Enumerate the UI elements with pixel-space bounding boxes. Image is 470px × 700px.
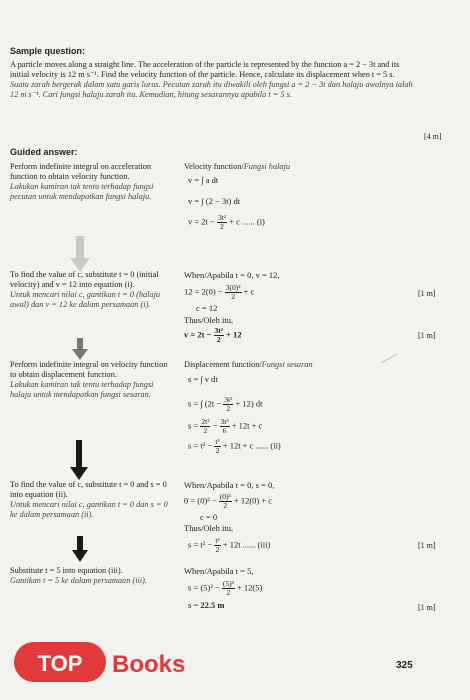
step4-line5-rhs: + 12t ...... (iii) — [222, 539, 271, 550]
step4-fraction — [219, 493, 232, 510]
step3-fraca-den: 2 — [203, 426, 208, 435]
step1-heading-malay: Fungsi halaju — [243, 162, 291, 171]
step3-line3 — [188, 418, 262, 435]
sample-question-title: Sample question: — [10, 46, 86, 56]
step1-line2: v = ∫ (2 − 3t) dt — [188, 196, 241, 206]
step4-line1: When/Apabila t = 0, s = 0, — [184, 480, 275, 490]
topbooks-logo — [14, 640, 204, 684]
step1-heading — [184, 162, 464, 172]
step4-mark: [1 m] — [418, 541, 436, 550]
step1-malay: Lakukan kamiran tak tentu terhadap fungsi pecutan untuk mendapatkan fungsi halaju. — [10, 182, 154, 201]
step5-frac-den: 2 — [226, 588, 231, 597]
arrow-down-light-icon — [70, 236, 90, 272]
step4-instruction — [10, 480, 170, 520]
step2-malay: Untuk mencari nilai c, gantikan t = 0 (halaju awal) dan v = 12 ke dalam persamaan (i). — [10, 290, 161, 309]
logo-text-top: TOP — [37, 651, 83, 676]
step2-line2-lhs: 12 = 2(0) − — [184, 286, 223, 297]
step3-malay: Lakukan kamiran tak tentu terhadap fungsi halaju untuk mendapatkan fungsi sesaran. — [10, 380, 154, 399]
step1-heading-english: Velocity function/ — [184, 162, 244, 171]
step4-line4: Thus/Oleh itu, — [184, 523, 234, 533]
step2-line1: When/Apabila t = 0, v = 12, — [184, 270, 280, 280]
step5-mark: [1 m] — [418, 603, 436, 612]
step3-heading-malay: Fungsi sesaran — [261, 360, 313, 369]
step2-line2 — [184, 284, 254, 301]
step2-frac-den: 2 — [231, 292, 235, 301]
step3-fracb-den: 6 — [222, 426, 227, 435]
step4-line3: c = 0 — [200, 512, 218, 522]
step3-line2 — [188, 396, 263, 413]
arrow-down-dark-small-icon — [72, 536, 88, 562]
step3-fraca-num: 2t² — [201, 417, 210, 426]
step2-fraction — [225, 284, 242, 301]
step3-frac-den: 2 — [226, 404, 231, 413]
step3-fraction — [223, 396, 233, 413]
step1-frac-num: 3t² — [217, 213, 227, 222]
step2-frac2-num: 3t² — [214, 326, 224, 335]
sample-question-malay: Suatu zarah bergerak dalam satu garis lurus. Pecutan zarah itu diwakili oleh fungsi a = 2 − 3t dan halaju awalnya ialah 12 m s⁻¹. Cari fungsi halaju zarah itu. Kemudian, hitung sesarannya apabila t = 5 s. — [10, 80, 413, 99]
step3-heading — [184, 360, 464, 370]
step2-line5 — [184, 327, 242, 344]
step3-line1: s = ∫ v dt — [188, 374, 218, 384]
step4-line2 — [184, 493, 272, 510]
step2-frac2-den: 2 — [216, 335, 221, 344]
step3-minus: − — [212, 420, 218, 431]
step5-english: Substitute t = 5 into equation (iii). — [10, 566, 123, 575]
step1-fraction — [217, 214, 227, 231]
step5-frac-num: (5)³ — [222, 579, 234, 588]
step3-fracb-num: 3t³ — [220, 417, 229, 426]
step4-english: To find the value of c, substitute t = 0 and s = 0 into equation (ii). — [10, 480, 167, 499]
step1-line3-rhs: + c ...... (i) — [229, 216, 265, 227]
step2-mark1: [1 m] — [418, 289, 436, 298]
step4-line2-lhs: 0 = (0)² − — [184, 495, 217, 506]
step5-malay: Gantikan t = 5 ke dalam persamaan (iii). — [10, 576, 147, 585]
step2-frac-num: 3(0)² — [225, 283, 241, 292]
sample-question-english: A particle moves along a straight line. The acceleration of the particle is represented by the function a = 2 − 3t and its initial velocity is 12 m s⁻¹. Find the velocity function of the particle. Hence, calculate its displacement when t = 5 s. — [10, 60, 400, 79]
step5-line3 — [188, 600, 224, 610]
step2-instruction — [10, 270, 170, 310]
step3-heading-english: Displacement function/ — [184, 360, 262, 369]
step3-line2-lhs: s = ∫ (2t − — [188, 398, 222, 409]
step3-frac-num: 3t² — [224, 395, 233, 404]
step4-line2-rhs: + 12(0) + c — [233, 495, 273, 506]
step2-mark2: [1 m] — [418, 331, 436, 340]
step2-fraction2 — [214, 327, 225, 344]
arrow-down-dark-icon — [70, 440, 88, 480]
step3-line2-rhs: + 12) dt — [235, 398, 263, 409]
step4-malay: Untuk mencari nilai c, gantikan t = 0 dan s = 0 ke dalam persamaan (ii). — [10, 500, 168, 519]
step3-instruction — [10, 360, 170, 400]
step2-line2-rhs: + c — [243, 286, 255, 297]
step5-line3-lhs: s = — [188, 600, 201, 610]
step5-line1: When/Apabila t = 5, — [184, 566, 254, 576]
step4-fraction2 — [214, 537, 220, 554]
step3-english: Perform indefinite integral on velocity function to obtain displacement function. — [10, 360, 168, 379]
page-number: 325 — [396, 660, 413, 671]
step3-fraction-a — [200, 418, 210, 435]
step5-line2-rhs: + 12(5) — [236, 582, 263, 593]
step1-line1: v = ∫ a dt — [188, 175, 219, 185]
step1-line3 — [188, 214, 265, 231]
step4-line5-lhs: s = t² − — [188, 539, 213, 550]
step4-frac2-num: t³ — [215, 536, 220, 545]
step5-answer: 22.5 m — [200, 600, 225, 610]
step5-line2-lhs: s = (5)² − — [188, 582, 220, 593]
step3-fracc-num: t³ — [215, 437, 220, 446]
step3-line4 — [188, 438, 281, 455]
step2-line5-rhs: + 12 — [226, 329, 242, 340]
total-marks: [4 m] — [424, 132, 442, 141]
step1-english: Perform indefinite integral on acceleration function to obtain velocity function. — [10, 162, 151, 181]
step5-line2 — [188, 580, 262, 597]
step2-line4: Thus/Oleh itu, — [184, 315, 234, 325]
step4-frac-num: (0)³ — [219, 492, 231, 501]
step2-line5-lhs: v = 2t − — [184, 329, 212, 340]
step3-fracc-den: 2 — [215, 446, 220, 455]
step3-line3-rhs: + 12t + c — [231, 420, 263, 431]
step1-line3-lhs: v = 2t − — [188, 216, 215, 227]
step4-line5 — [188, 537, 270, 554]
step2-english: To find the value of c, substitute t = 0 (initial velocity) and v = 12 into equation (i). — [10, 270, 159, 289]
step1-frac-den: 2 — [220, 222, 224, 231]
step3-line4-rhs: + 12t + c ...... (ii) — [222, 440, 281, 451]
step5-fraction — [222, 580, 235, 597]
sample-question-body — [10, 60, 420, 100]
logo-text-books: Books — [112, 651, 186, 678]
step1-instruction — [10, 162, 170, 202]
step2-line3: c = 12 — [196, 303, 218, 313]
step4-frac2-den: 2 — [215, 545, 220, 554]
step4-frac-den: 2 — [223, 501, 228, 510]
step3-line4-lhs: s = t² − — [188, 440, 213, 451]
step5-instruction — [10, 566, 170, 586]
step3-fraction-c — [214, 438, 220, 455]
step3-fraction-b — [220, 418, 230, 435]
step3-line3-lhs: s = — [188, 420, 199, 431]
guided-answer-title: Guided answer: — [10, 147, 78, 157]
arrow-down-medium-icon — [72, 338, 88, 360]
